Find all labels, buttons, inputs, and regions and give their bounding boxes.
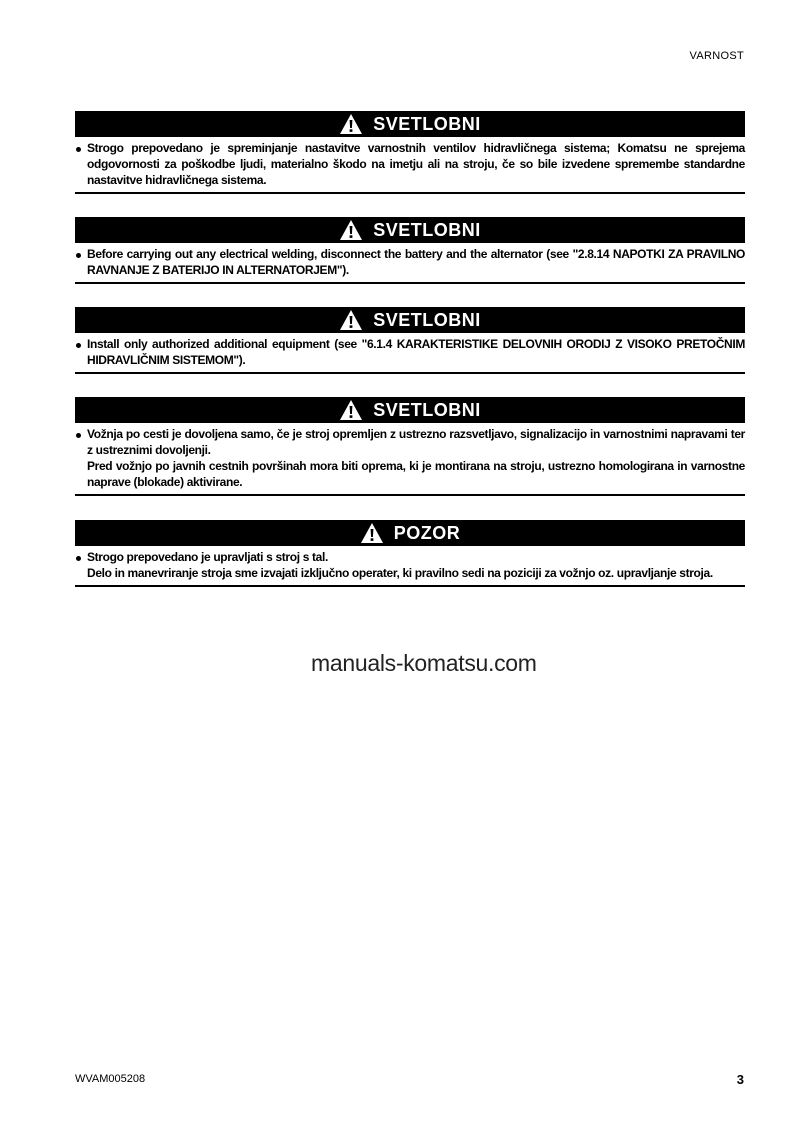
warning-body [75,546,745,585]
warning-triangle-icon [339,309,363,331]
warning-block [75,307,745,374]
warning-header [75,397,745,423]
warning-triangle-icon [360,522,384,544]
warning-title: POZOR [393,522,461,543]
warning-body [75,137,745,192]
document-code: WVAM005208 [75,1073,146,1085]
warning-title: SVETLOBNI [373,309,481,330]
warning-triangle-icon [339,219,363,241]
warning-header [75,307,745,333]
divider [75,372,745,374]
warning-text: Before carrying out any electrical welding, disconnect the battery and the alternator (see "2.8.14 NAPOTKI ZA PRAVILNO RAVNANJE Z BATERIJO IN ALTERNATORJEM"). [87,247,745,277]
warning-body [75,243,745,282]
warning-title: SVETLOBNI [373,113,481,134]
warning-triangle-icon [339,399,363,421]
warning-text: Vožnja po cesti je dovoljena samo, če je stroj opremljen z ustrezno razsvetljavo, signalizacijo in varnostnimi napravami ter z ustreznimi dovoljenji. [87,427,745,457]
bullet-icon [76,556,81,561]
page-number: 3 [736,1072,744,1087]
section-header: VARNOST [689,50,744,62]
warning-title: SVETLOBNI [373,219,481,240]
warning-header [75,520,745,546]
divider [75,494,745,496]
warning-body [75,423,745,494]
warning-triangle-icon [339,113,363,135]
warning-text: Delo in manevriranje stroja sme izvajati izključno operater, ki pravilno sedi na poziciji za vožnjo oz. upravljanje stroja. [87,566,713,580]
warning-text: Pred vožnjo po javnih cestnih površinah mora biti oprema, ki je montirana na stroju, ustrezno homologirana in varnostne naprave (blokade) aktivirane. [87,459,745,489]
warning-header [75,217,745,243]
bullet-icon [76,343,81,348]
bullet-icon [76,253,81,258]
warning-header [75,111,745,137]
divider [75,282,745,284]
warning-text: Install only authorized additional equipment (see "6.1.4 KARAKTERISTIKE DELOVNIH ORODIJ Z VISOKO PRETOČNIM HIDRAVLIČNIM SISTEMOM"). [87,337,745,367]
warning-block [75,217,745,284]
warning-text: Strogo prepovedano je spreminjanje nastavitve varnostnih ventilov hidravličnega sistema; Komatsu ne sprejema odgovornosti za poškodbe ljudi, materialno škodo na imetju ali na stroju, če so bile izvedene spremembe standardne nastavitve hidravličnega sistema. [87,141,745,187]
divider [75,192,745,194]
bullet-icon [76,433,81,438]
warning-title: SVETLOBNI [373,399,481,420]
watermark: manuals-komatsu.com [311,650,537,676]
warning-block [75,397,745,496]
warning-block [75,520,745,587]
divider [75,585,745,587]
warning-body [75,333,745,372]
warning-block [75,111,745,194]
warning-text: Strogo prepovedano je upravljati s stroj s tal. [87,550,328,564]
bullet-icon [76,147,81,152]
